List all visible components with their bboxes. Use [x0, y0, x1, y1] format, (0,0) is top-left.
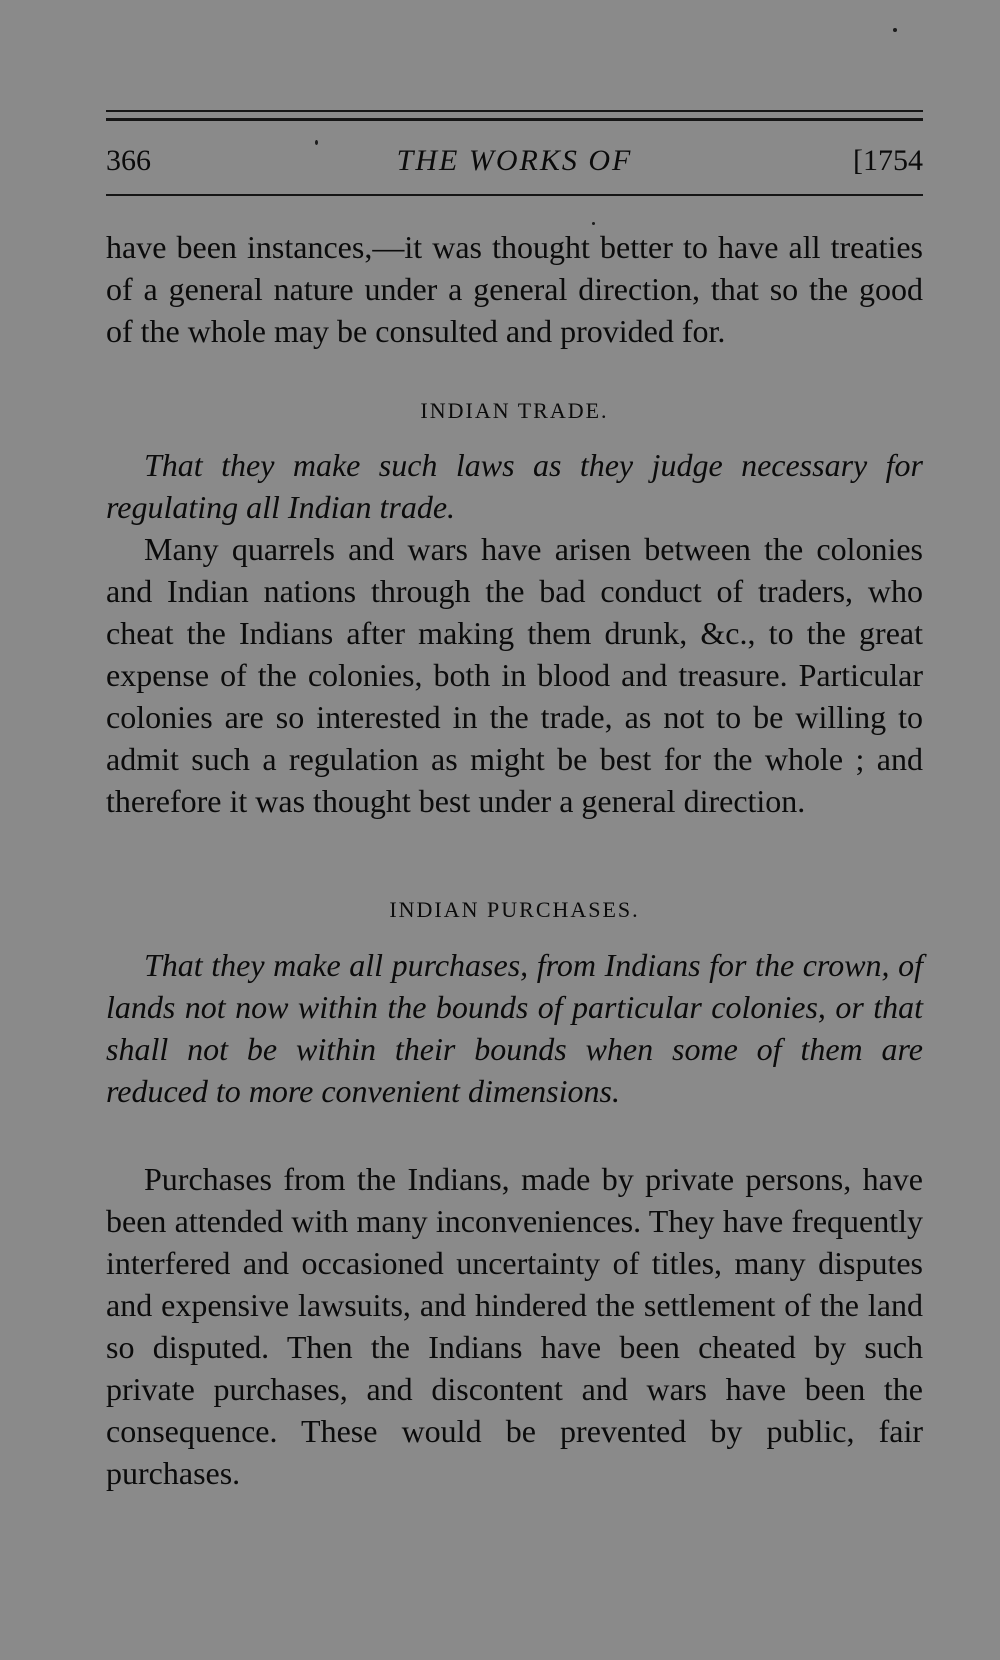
page-number: 366 [106, 144, 151, 177]
header-rule-second [106, 118, 923, 121]
indian-trade-resolution: That they make such laws as they judge necessary for regulating all Indian trade. [106, 447, 923, 525]
scan-speck [592, 222, 595, 225]
scan-speck [893, 28, 897, 32]
section-heading-indian-trade: INDIAN TRADE. [420, 398, 609, 423]
running-header [106, 144, 923, 184]
indian-purchases-resolution: That they make all purchases, from Indians for the crown, of lands not now within the bounds of particular colonies, or that shall not be within their bounds when some of them are reduced to more convenient dimensions. [106, 947, 923, 1109]
section-heading-indian-purchases: INDIAN PURCHASES. [389, 897, 640, 922]
intro-paragraph: have been instances,—it was thought better to have all treaties of a general nature under a general direction, that so the good of the whole may be consulted and provided for. [106, 229, 923, 349]
header-rule-top [106, 110, 923, 112]
indian-trade-commentary: Many quarrels and wars have arisen between the colonies and Indian nations through the bad conduct of traders, who cheat the Indians after making them drunk, &c., to the great expense of the colonies, both in blood and treasure. Particular colonies are so interested in the trade, as not to be willing to admit such a regulation as might be best for the whole ; and therefore it was thought best under a general direction. [106, 531, 923, 819]
indian-purchases-commentary: Purchases from the Indians, made by private persons, have been attended with many inconveniences. They have frequently interfered and occasioned uncertainty of titles, many disputes and expensive lawsuits, and hindered the settlement of the land so disputed. Then the Indians have been cheated by such private purchases, and discontent and wars have been the consequence. These would be prevented by public, fair purchases. [106, 1161, 923, 1491]
header-rule-bottom [106, 194, 923, 196]
running-title: THE WORKS OF [396, 144, 633, 177]
header-year: [1754 [853, 144, 923, 177]
